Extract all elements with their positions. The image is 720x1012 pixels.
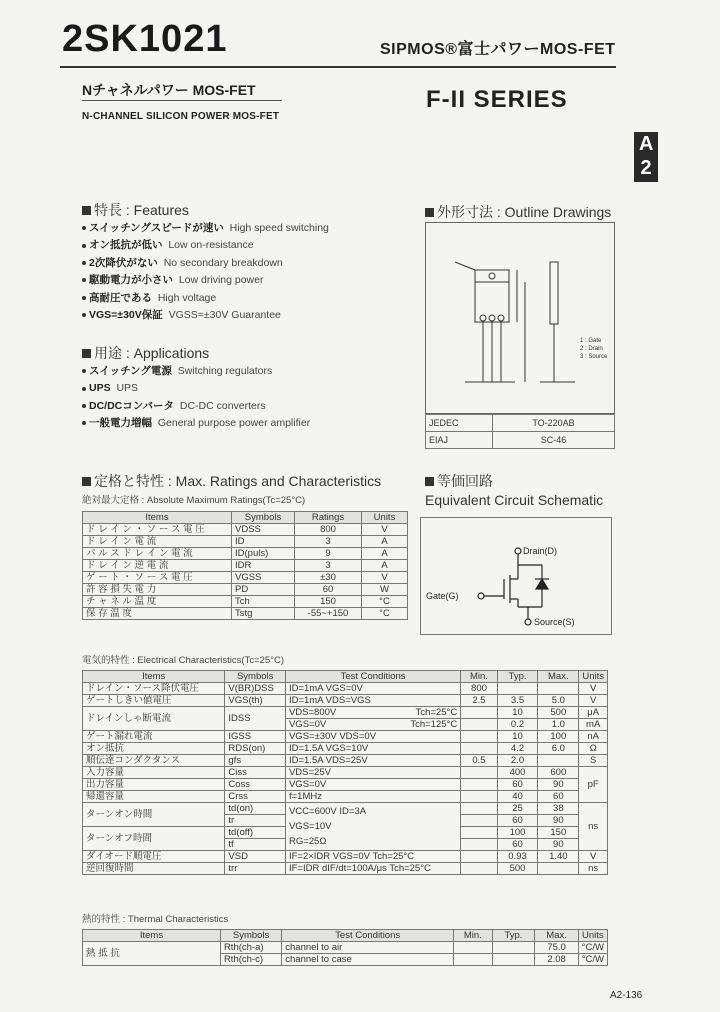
list-item: VGS=±30V保証 VGSS=±30V Guarantee — [82, 307, 329, 324]
table-row: ドレイン・ソース降伏電圧 V(BR)DSS ID=1mA VGS=0V 800 V — [83, 683, 608, 695]
table-row: ダイオード順電圧 VSD IF=2×IDR VGS=0V Tch=25°C 0.93 1.40 V — [83, 851, 608, 863]
pin-list — [580, 338, 608, 360]
list-item: 駆動電力が小さい Low driving power — [82, 272, 329, 289]
table-row: チ ャ ネ ル 温 度 Tch 150 °C — [83, 596, 408, 608]
electrical-subheading: 電気的特性 : Electrical Characteristics(Tc=25°C) — [82, 655, 285, 666]
table-row: ゲートしきい値電圧 VGS(th) ID=1mA VDS=VGS 2.5 3.5 5.0 V — [83, 695, 608, 707]
table-row: オン抵抗 RDS(on) ID=1.5A VGS=10V 4.2 6.0 Ω — [83, 743, 608, 755]
list-item: オン抵抗が低い Low on-resistance — [82, 237, 329, 254]
features-list — [82, 220, 329, 324]
page-number: A2-136 — [610, 990, 643, 1001]
list-item: 一般電力増幅 General purpose power amplifier — [82, 415, 310, 432]
en-subtitle: N-CHANNEL SILICON POWER MOS-FET — [82, 111, 280, 122]
section-tab — [634, 132, 658, 182]
list-item: スイッチング電源 Switching regulators — [82, 363, 310, 380]
ratings-table: Items Symbols Ratings Units ド レ イ ン ・ ソ ー ス 電 圧 VDSS 800 V ド レ イ ン 電 流 ID 3 A パ ル ス ド レ イ ン 電 流 ID(puls) 9 A ド レ イ ン 逆 電 流 IDR 3 A ゲ ー ト ・ ソ ー ス 電 圧 VGSS ±30 V 許 容 損 失 電 力 PD 60 W チ ャ ネ ル 温 度 Tch 150 °C 保 存 温 度 Tstg -55~+150 °C — [82, 511, 408, 620]
table-row: 逆回復時間 trr IF=IDR dIF/dt=100A/μs Tch=25°C 500 ns — [83, 863, 608, 875]
subtitle-rule — [82, 100, 282, 101]
table-row: ド レ イ ン ・ ソ ー ス 電 圧 VDSS 800 V — [83, 524, 408, 536]
table-row: 保 存 温 度 Tstg -55~+150 °C — [83, 608, 408, 620]
table-row: tf 60 90 — [83, 839, 608, 851]
electrical-table: Items Symbols Test Conditions Min. Typ. Max. Units ドレイン・ソース降伏電圧 V(BR)DSS ID=1mA VGS=0V 800 V ゲートしきい値電圧 VGS(th) ID=1mA VDS=VGS 2.5 3.5 5.0 V ドレインしゃ断電流 IDSS VDS=800V Tch=25°C 10 500 μA VGS=0V Tch=125°C 0.2 1.0 mA ゲート漏れ電流 IGSS VGS=±30V VDS=0V 10 100 nA オン抵抗 RDS(on) ID=1.5A VGS=10V 4.2 6.0 Ω 順伝達コンダクタンス gfs ID=1.5A VDS=25V 0.5 2.0 S 入力容量 Ciss VDS=25V 400 600 pF 出力容量 Coss VGS=0V 60 90 帰還容量 Crss f=1MHz 40 60 ターンオン時間 td(on) VCC=600V ID=3A VGS=10V RG=25Ω 25 38 ns tr 60 90 ターンオフ時間 td(off) 100 150 tf 60 90 ダイオード順電圧 VSD IF=2×IDR VGS=0V Tch=25°C 0.93 1.40 V 逆回復時間 trr IF=IDR dIF/dt=100A/μs Tch=25°C 500 ns — [82, 670, 608, 875]
applications-list — [82, 363, 310, 433]
jp-subtitle: Nチャネルパワー MOS-FET — [82, 82, 256, 98]
drain-label: Drain(D) — [523, 546, 558, 556]
outline-drawing — [425, 222, 615, 414]
table-row: ゲート漏れ電流 IGSS VGS=±30V VDS=0V 10 100 nA — [83, 731, 608, 743]
thermal-subheading: 熱的特性 : Thermal Characteristics — [82, 914, 229, 925]
table-row: ターンオン時間 td(on) VCC=600V ID=3A VGS=10V RG=25Ω 25 38 ns — [83, 803, 608, 815]
list-item: 2次降伏がない No secondary breakdown — [82, 255, 329, 272]
header-rule — [60, 66, 616, 68]
list-item: UPS UPS — [82, 380, 310, 397]
features-heading: 特長 : Features — [82, 200, 189, 220]
pin-label: 1 : Gate — [580, 338, 602, 344]
source-label: Source(S) — [534, 617, 575, 627]
series-label: F-II SERIES — [426, 86, 568, 113]
table-row: ゲ ー ト ・ ソ ー ス 電 圧 VGSS ±30 V — [83, 572, 408, 584]
table-row: 熱 抵 抗 Rth(ch-a) channel to air 75.0 °C/W — [83, 942, 608, 954]
product-family-title: SIPMOS®富士パワーMOS-FET — [380, 41, 616, 58]
part-number: 2SK1021 — [62, 18, 228, 60]
pin-label: 3 : Source — [580, 354, 608, 360]
applications-heading: 用途 : Applications — [82, 343, 209, 363]
equiv-heading-en: Equivalent Circuit Schematic — [425, 492, 604, 508]
table-row: ド レ イ ン 逆 電 流 IDR 3 A — [83, 560, 408, 572]
table-row: 許 容 損 失 電 力 PD 60 W — [83, 584, 408, 596]
table-row: 入力容量 Ciss VDS=25V 400 600 pF — [83, 767, 608, 779]
package-table — [425, 414, 615, 449]
table-row: 帰還容量 Crss f=1MHz 40 60 — [83, 791, 608, 803]
table-row: EIAJ SC-46 — [426, 432, 615, 449]
table-row: 出力容量 Coss VGS=0V 60 90 — [83, 779, 608, 791]
table-row: JEDEC TO-220AB — [426, 415, 615, 432]
list-item: スイッチングスピードが速い High speed switching — [82, 220, 329, 237]
table-row: ドレインしゃ断電流 IDSS VDS=800V Tch=25°C 10 500 μA — [83, 707, 608, 719]
list-item: DC/DCコンバータ DC-DC converters — [82, 398, 310, 415]
thermal-table: Items Symbols Test Conditions Min. Typ. Max. Units 熱 抵 抗 Rth(ch-a) channel to air 75.0 °C/W Rth(ch-c) channel to case 2.08 °C/W — [82, 929, 608, 966]
equivalent-circuit — [420, 517, 612, 635]
table-row: ターンオフ時間 td(off) 100 150 — [83, 827, 608, 839]
table-row: 順伝達コンダクタンス gfs ID=1.5A VDS=25V 0.5 2.0 S — [83, 755, 608, 767]
table-row: VGS=0V Tch=125°C 0.2 1.0 mA — [83, 719, 608, 731]
ratings-subheading: 絶対最大定格 : Absolute Maximum Ratings(Tc=25°C) — [82, 495, 306, 506]
gate-label: Gate(G) — [426, 591, 459, 601]
outline-heading: 外形寸法 : Outline Drawings — [425, 202, 611, 222]
table-row: tr 60 90 — [83, 815, 608, 827]
table-row: パ ル ス ド レ イ ン 電 流 ID(puls) 9 A — [83, 548, 408, 560]
section-tab-label: A2 — [639, 133, 654, 179]
equiv-heading: 等価回路 — [425, 471, 493, 491]
ratings-heading: 定格と特性 : Max. Ratings and Characteristics — [82, 471, 381, 491]
pin-label: 2 : Drain — [580, 346, 603, 352]
table-row: ド レ イ ン 電 流 ID 3 A — [83, 536, 408, 548]
list-item: 高耐圧である High voltage — [82, 290, 329, 307]
table-row: Rth(ch-c) channel to case 2.08 °C/W — [83, 954, 608, 966]
